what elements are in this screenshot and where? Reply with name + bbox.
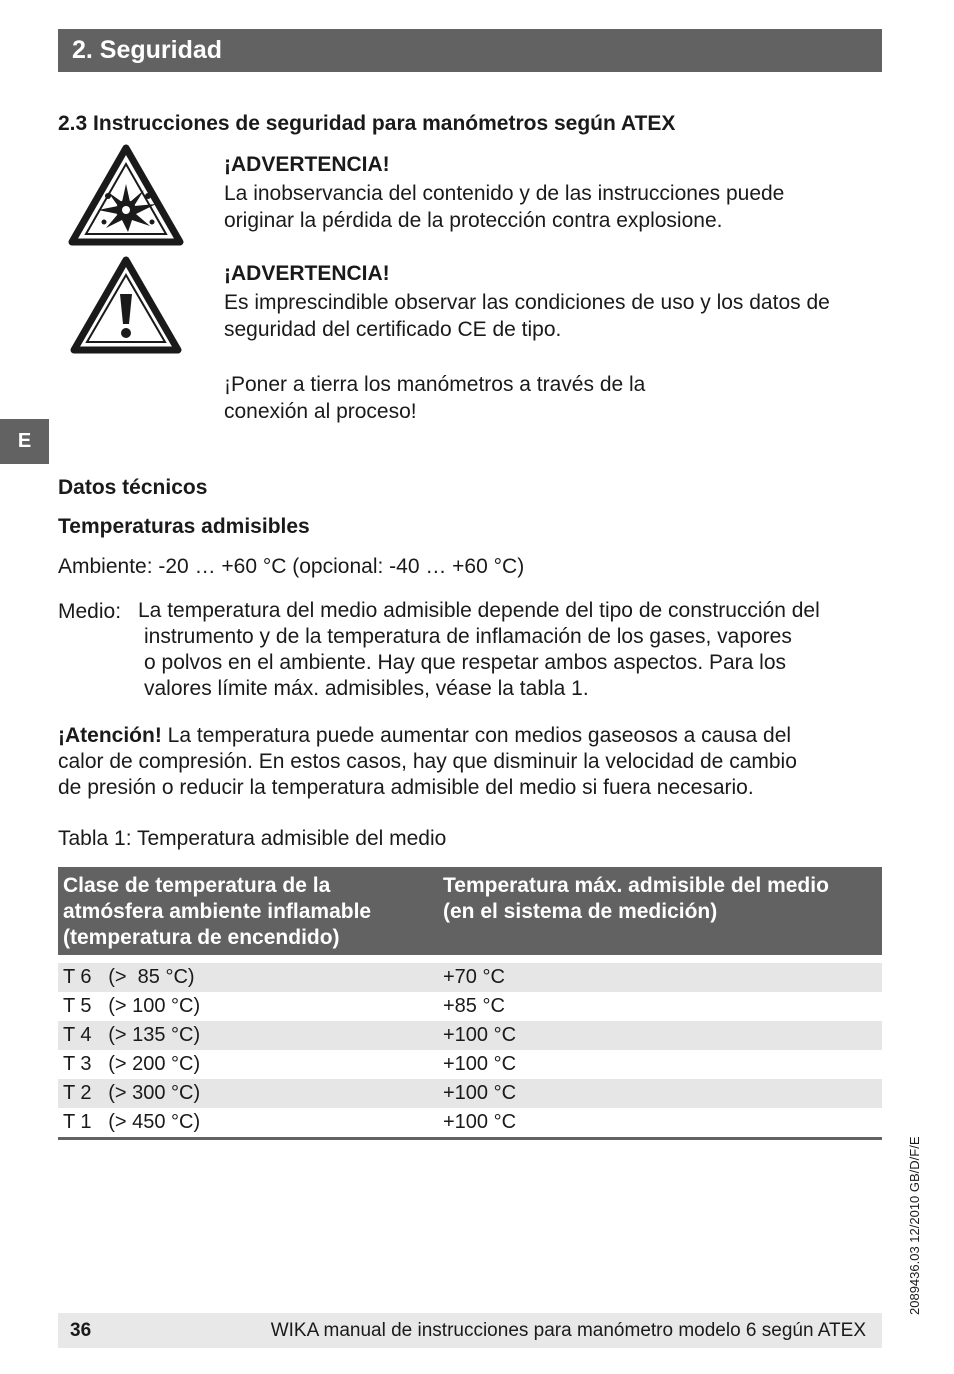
footer-text: WIKA manual de instrucciones para manómetro modelo 6 según ATEX	[270, 1320, 866, 1341]
medium-line-1: La temperatura del medio admisible depende del tipo de construcción del	[138, 599, 820, 622]
header-1-line-1: Clase de temperatura de la	[63, 874, 331, 897]
warning-2-line-1: Es imprescindible observar las condiciones de uso y los datos de	[224, 291, 830, 314]
exclamation-warning-icon	[70, 256, 182, 354]
attention-line-1	[58, 723, 882, 749]
warning-1-line-2: originar la pérdida de la protección contra explosione.	[224, 209, 723, 232]
warning-1-text	[224, 180, 874, 234]
table-row	[58, 959, 882, 992]
page-number: 36	[70, 1320, 92, 1341]
temp-class-cell: T 6 (> 85 °C)	[58, 959, 438, 992]
header-2-line-1: Temperatura máx. admisible del medio	[443, 874, 829, 897]
warning-2-line-2: seguridad del certificado CE de tipo.	[224, 318, 562, 341]
attention-text-1: La temperatura puede aumentar con medios gaseosos a causa del	[161, 724, 792, 747]
table-row	[58, 1021, 882, 1050]
section-title: 2. Seguridad	[72, 36, 223, 64]
warning-2-text	[224, 289, 884, 343]
ambient-temp: Ambiente: -20 … +60 °C (opcional: -40 … +60 °C)	[58, 555, 525, 578]
subsection-title: 2.3 Instrucciones de seguridad para manómetros según ATEX	[58, 112, 676, 135]
tech-heading: Datos técnicos	[58, 476, 208, 499]
attention-note	[58, 723, 882, 801]
table-row	[58, 992, 882, 1021]
document-code: 2089436.03 12/2010 GB/D/F/E	[907, 1136, 922, 1315]
grounding-line-1: ¡Poner a tierra los manómetros a través de la	[224, 373, 646, 396]
warning-1-line-1: La inobservancia del contenido y de las instrucciones puede	[224, 182, 785, 205]
grounding-line-2: conexión al proceso!	[224, 400, 417, 423]
max-temp-cell: +100 °C	[438, 1079, 882, 1108]
header-1-line-3: (temperatura de encendido)	[63, 926, 340, 949]
table-row	[58, 1079, 882, 1108]
table-caption: Tabla 1: Temperatura admisible del medio	[58, 827, 447, 850]
max-temp-cell: +100 °C	[438, 1108, 882, 1139]
temp-class-cell: T 3 (> 200 °C)	[63, 1053, 201, 1075]
attention-line-3: de presión o reducir la temperatura admisible del medio si fuera necesario.	[58, 776, 754, 799]
temp-class-cell: T 1 (> 450 °C)	[58, 1108, 438, 1139]
header-max-temperature	[438, 867, 882, 959]
table-row	[58, 1050, 882, 1079]
medium-label: Medio:	[58, 600, 122, 623]
warning-2-title: ¡ADVERTENCIA!	[224, 262, 390, 285]
medium-line-4: valores límite máx. admisibles, véase la tabla 1.	[144, 677, 589, 700]
temp-class-cell: T 2 (> 300 °C)	[58, 1079, 438, 1108]
temp-class-cell: T 4 (> 135 °C)	[58, 1021, 438, 1050]
grounding-note	[224, 371, 874, 425]
warning-1-title: ¡ADVERTENCIA!	[224, 153, 390, 176]
max-temp-cell: +70 °C	[438, 959, 882, 992]
attention-label: ¡Atención!	[58, 724, 162, 747]
page-footer	[58, 1313, 882, 1348]
section-header	[58, 29, 882, 72]
header-2-line-2: (en el sistema de medición)	[443, 900, 718, 923]
temp-heading: Temperaturas admisibles	[58, 515, 310, 538]
table-header-row	[58, 867, 882, 959]
table-row	[58, 1108, 882, 1139]
temperature-table	[58, 867, 882, 1140]
max-temp-cell: +100 °C	[443, 1053, 517, 1075]
max-temp-cell: +100 °C	[438, 1021, 882, 1050]
medium-line-3: o polvos en el ambiente. Hay que respetar ambos aspectos. Para los	[144, 651, 787, 674]
max-temp-cell: +85 °C	[443, 995, 505, 1017]
medium-text	[138, 598, 882, 702]
header-1-line-2: atmósfera ambiente inflamable	[63, 900, 372, 923]
attention-line-2: calor de compresión. En estos casos, hay que disminuir la velocidad de cambio	[58, 750, 797, 773]
temp-class-cell: T 5 (> 100 °C)	[63, 995, 201, 1017]
explosion-warning-icon	[68, 144, 184, 246]
language-tab: E	[0, 419, 49, 464]
medium-line-2: instrumento y de la temperatura de inflamación de los gases, vapores	[144, 625, 792, 648]
header-temperature-class	[58, 867, 438, 959]
